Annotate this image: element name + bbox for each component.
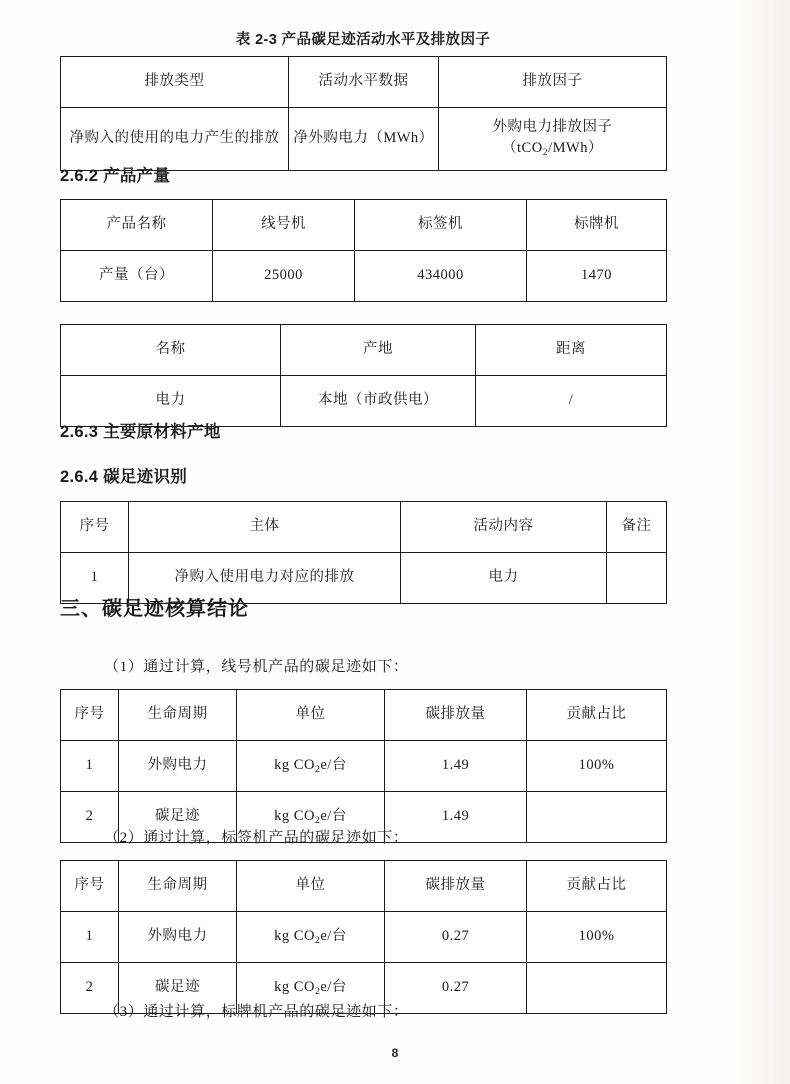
unit-suffix: e/台 (320, 807, 347, 824)
cell-lifecycle-header: 生命周期 (119, 690, 237, 741)
cell-lifecycle-header: 生命周期 (119, 861, 237, 912)
table-row (61, 741, 667, 792)
heading-2-6-3: 2.6.3 主要原材料产地 (60, 423, 221, 441)
table-row (61, 325, 667, 376)
cell-lifecycle-value: 外购电力 (119, 912, 237, 963)
cell-share-header: 贡献占比 (527, 861, 667, 912)
table-row (61, 502, 667, 553)
cell-origin-name-value: 电力 (61, 376, 281, 427)
cell-output-label: 产量（台） (61, 251, 213, 302)
cell-seq-value: 2 (61, 963, 119, 1014)
cell-unit-value (237, 741, 385, 792)
cell-origin-distance-header: 距离 (476, 325, 667, 376)
cell-output-3: 1470 (527, 251, 667, 302)
cell-share-value: 100% (527, 741, 667, 792)
table-row (61, 200, 667, 251)
scan-edge-shading (732, 0, 790, 1084)
cell-subject-value: 净购入使用电力对应的排放 (129, 553, 401, 604)
cell-activity-header: 活动内容 (401, 502, 607, 553)
cell-subject-header: 主体 (129, 502, 401, 553)
table-result-2 (60, 860, 667, 1014)
cell-seq-header: 序号 (61, 690, 119, 741)
cell-seq-header: 序号 (61, 502, 129, 553)
page-number: 8 (391, 1046, 399, 1060)
cell-share-header: 贡献占比 (527, 690, 667, 741)
emission-factor-unit-subscript: 2 (542, 147, 549, 159)
result-1-intro: （1）通过计算，线号机产品的碳足迹如下： (104, 659, 409, 675)
result-2-intro: （2）通过计算，标签机产品的碳足迹如下： (104, 830, 409, 846)
unit-prefix: kg CO (274, 927, 315, 944)
table-row (61, 57, 667, 108)
cell-lifecycle-value: 外购电力 (119, 741, 237, 792)
table-product-output (60, 199, 667, 302)
cell-lifecycle-value: 碳足迹 (119, 963, 237, 1014)
table-row (61, 690, 667, 741)
table-2-3 (60, 56, 667, 171)
cell-product-name-label: 产品名称 (61, 200, 213, 251)
table-result-1 (60, 689, 667, 843)
cell-seq-value: 1 (61, 741, 119, 792)
cell-emission-value: 0.27 (385, 963, 527, 1014)
cell-origin-name-header: 名称 (61, 325, 281, 376)
table-material-origin (60, 324, 667, 427)
section-three-block (60, 592, 666, 621)
cell-emission-type-value: 净购入的使用的电力产生的排放 (61, 108, 289, 171)
heading-2-6-2: 2.6.2 产品产量 (60, 167, 171, 185)
table-row (61, 912, 667, 963)
result-3-intro: （3）通过计算，标牌机产品的碳足迹如下： (104, 1004, 409, 1020)
section-2-6-4-block (60, 463, 666, 604)
cell-origin-place-header: 产地 (281, 325, 476, 376)
section-2-6-2-block (60, 162, 666, 302)
cell-origin-distance-value: / (476, 376, 667, 427)
cell-share-value: 100% (527, 912, 667, 963)
unit-subscript: 2 (314, 934, 321, 946)
cell-unit-header: 单位 (237, 690, 385, 741)
cell-emission-header: 碳排放量 (385, 690, 527, 741)
cell-unit-value (237, 912, 385, 963)
cell-emission-value: 0.27 (385, 912, 527, 963)
cell-emission-header: 碳排放量 (385, 861, 527, 912)
cell-product-name-1: 线号机 (213, 200, 355, 251)
emission-factor-unit-open: （tCO (502, 140, 543, 157)
unit-prefix: kg CO (274, 756, 315, 773)
unit-prefix: kg CO (274, 978, 315, 995)
table-row (61, 861, 667, 912)
unit-suffix: e/台 (320, 756, 347, 773)
cell-lifecycle-value: 碳足迹 (119, 792, 237, 843)
table-origin-block (60, 324, 666, 427)
unit-subscript: 2 (314, 985, 321, 997)
table-footprint-identification (60, 501, 667, 604)
heading-2-6-4: 2.6.4 碳足迹识别 (60, 468, 188, 486)
cell-activity-data-header: 活动水平数据 (289, 57, 439, 108)
cell-remark-header: 备注 (607, 502, 667, 553)
result-1-block (60, 655, 666, 843)
cell-emission-factor-header: 排放因子 (439, 57, 667, 108)
cell-activity-data-value: 净外购电力（MWh） (289, 108, 439, 171)
unit-prefix: kg CO (274, 807, 315, 824)
cell-emission-type-header: 排放类型 (61, 57, 289, 108)
unit-subscript: 2 (314, 763, 321, 775)
cell-product-name-3: 标牌机 (527, 200, 667, 251)
emission-factor-unit-close: /MWh） (548, 140, 603, 157)
cell-output-2: 434000 (355, 251, 527, 302)
table-row (61, 251, 667, 302)
cell-seq-value: 1 (61, 553, 129, 604)
unit-suffix: e/台 (320, 927, 347, 944)
result-3-block (60, 1000, 666, 1021)
cell-emission-value: 1.49 (385, 792, 527, 843)
cell-seq-value: 1 (61, 912, 119, 963)
emission-factor-name: 外购电力排放因子 (492, 119, 613, 136)
cell-unit-header: 单位 (237, 861, 385, 912)
cell-emission-value: 1.49 (385, 741, 527, 792)
unit-subscript: 2 (314, 814, 321, 826)
cell-origin-place-value: 本地（市政供电） (281, 376, 476, 427)
cell-seq-header: 序号 (61, 861, 119, 912)
cell-product-name-2: 标签机 (355, 200, 527, 251)
table-2-3-block (60, 28, 666, 171)
section-2-6-3-block (60, 418, 666, 442)
cell-output-1: 25000 (213, 251, 355, 302)
heading-section-three: 三、碳足迹核算结论 (60, 598, 249, 620)
result-2-block (60, 826, 666, 1014)
unit-suffix: e/台 (320, 978, 347, 995)
cell-activity-value: 电力 (401, 553, 607, 604)
table-2-3-caption: 表 2-3 产品碳足迹活动水平及排放因子 (235, 32, 491, 48)
cell-seq-value: 2 (61, 792, 119, 843)
